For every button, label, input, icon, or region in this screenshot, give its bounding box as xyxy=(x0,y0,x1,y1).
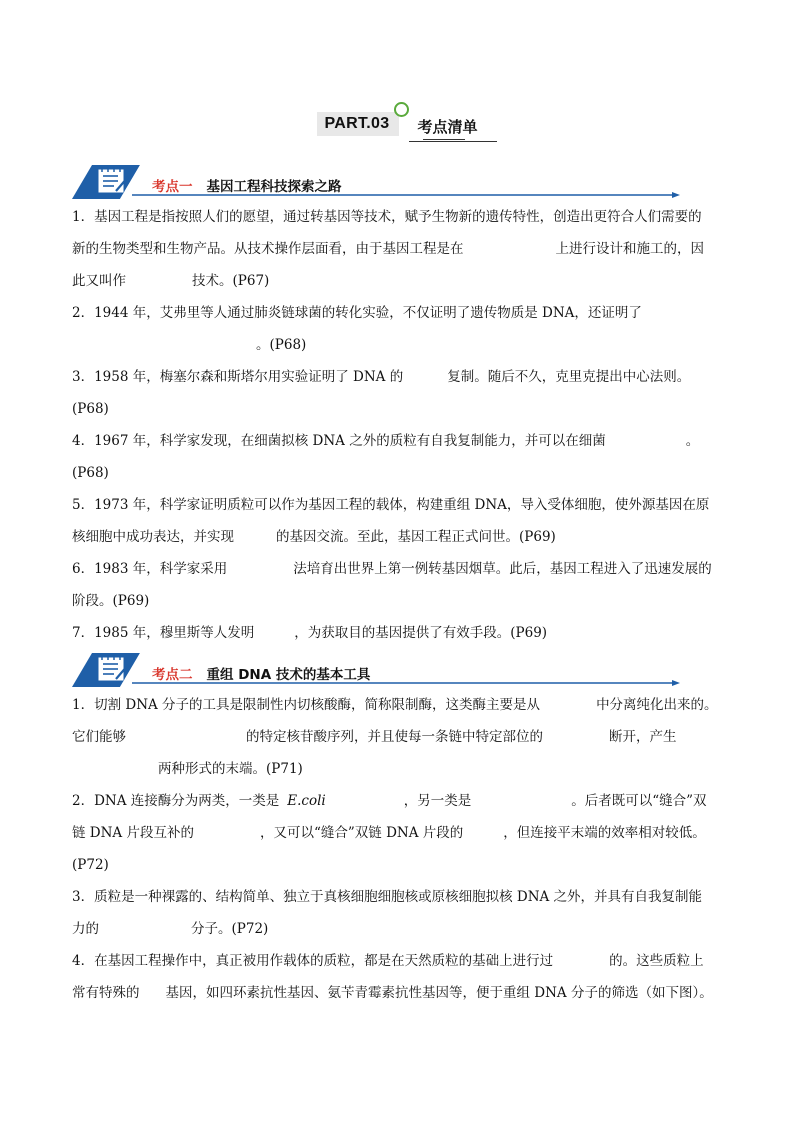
title-underline xyxy=(409,141,497,142)
text-seg: 上进行设计和施工的，因 xyxy=(555,241,704,257)
text-line: (P68) xyxy=(72,465,109,481)
text-line xyxy=(72,977,732,1009)
text-seg: 的特定核苷酸序列，并且使每一条链中特定部位的 xyxy=(246,729,543,745)
item-1-4 xyxy=(72,425,732,489)
section-name: 重组 DNA 技术的基本工具 xyxy=(206,667,371,683)
text-line: (P72) xyxy=(72,857,109,873)
page-title xyxy=(417,112,477,137)
item-1-6 xyxy=(72,553,732,617)
text-line xyxy=(72,265,732,297)
text-seg: 。(P68) xyxy=(256,337,307,353)
text-seg: 复制。随后不久，克里克提出中心法则。 xyxy=(447,369,691,385)
text-seg: 两种形式的末端。(P71) xyxy=(158,761,303,777)
text-line: 1．基因工程是指按照人们的愿望，通过转基因等技术，赋予生物新的遗传特性，创造出更符合人们需要的 xyxy=(72,209,702,225)
text-seg: 1．切割 DNA 分子的工具是限制性内切核酸酶，简称限制酶，这类酶主要是从 xyxy=(72,697,541,713)
text-seg: 的。这些质粒上 xyxy=(609,953,704,969)
part-label-text: PART.03 xyxy=(324,115,390,132)
text-seg: ，但连接平末端的效率相对较低。 xyxy=(503,825,706,841)
text-line xyxy=(72,785,732,817)
text-seg: ，又可以“缝合”双链 DNA 片段的 xyxy=(259,825,464,841)
text-seg: 技术。(P67) xyxy=(192,273,270,289)
section-title-1 xyxy=(152,175,342,195)
item-1-5 xyxy=(72,489,732,553)
text-line xyxy=(72,913,732,945)
text-seg: 4．在基因工程操作中，真正被用作载体的质粒，都是在天然质粒的基础上进行过 xyxy=(72,953,554,969)
section-title-2 xyxy=(152,663,370,683)
text-seg-italic: E.coli xyxy=(287,793,326,809)
text-seg: 常有特殊的 xyxy=(72,985,140,1001)
text-line xyxy=(72,521,732,553)
text-seg: 力的 xyxy=(72,921,99,937)
item-2-2 xyxy=(72,785,732,881)
text-line xyxy=(72,721,732,753)
text-line: 2．1944 年，艾弗里等人通过肺炎链球菌的转化实验，不仅证明了遗传物质是 DNA，还证明了 xyxy=(72,305,642,321)
page-title-bar xyxy=(0,112,794,142)
section-header-2 xyxy=(68,651,684,689)
text-line xyxy=(72,689,732,721)
text-seg: 3．1958 年，梅塞尔森和斯塔尔用实验证明了 DNA 的 xyxy=(72,369,404,385)
text-seg: 断开，产生 xyxy=(609,729,677,745)
text-seg: 中分离纯化出来的。 xyxy=(596,697,718,713)
text-seg: ，为获取目的基因提供了有效手段。(P69) xyxy=(294,625,548,641)
text-line xyxy=(72,945,732,977)
text-line xyxy=(72,329,732,361)
text-seg: 的基因交流。至此，基因工程正式问世。(P69) xyxy=(276,529,556,545)
text-seg: 4．1967 年，科学家发现，在细菌拟核 DNA 之外的质粒有自我复制能力，并可以在细菌 xyxy=(72,433,606,449)
text-line xyxy=(72,553,732,585)
page-title-text: 考点清单 xyxy=(417,118,478,136)
text-line xyxy=(72,425,732,457)
text-seg: 。后者既可以“缝合”双 xyxy=(571,793,707,809)
section-number: 考点二 xyxy=(152,667,193,683)
text-seg: 6．1983 年，科学家采用 xyxy=(72,561,228,577)
text-seg: 核细胞中成功表达，并实现 xyxy=(72,529,234,545)
title-underline-short xyxy=(423,139,465,140)
item-2-1 xyxy=(72,689,732,785)
text-seg: 它们能够 xyxy=(72,729,126,745)
item-1-1 xyxy=(72,201,732,297)
text-line: 5．1973 年，科学家证明质粒可以作为基因工程的载体，构建重组 DNA，导入受体细胞，使外源基因在原 xyxy=(72,497,710,513)
text-line xyxy=(72,233,732,265)
part-label xyxy=(317,112,400,136)
text-line xyxy=(72,617,732,649)
item-2-3 xyxy=(72,881,732,945)
item-1-7 xyxy=(72,617,732,649)
text-seg: 链 DNA 片段互补的 xyxy=(72,825,194,841)
section-header-1 xyxy=(68,163,684,201)
text-seg: 新的生物类型和生物产品。从技术操作层面看，由于基因工程是在 xyxy=(72,241,464,257)
text-seg: 基因，如四环素抗性基因、氨苄青霉素抗性基因等，便于重组 DNA 分子的筛选（如下图）。 xyxy=(165,985,713,1001)
item-1-2 xyxy=(72,297,732,361)
text-seg: ，另一类是 xyxy=(403,793,472,809)
circle-decoration-icon xyxy=(394,102,409,117)
text-line: (P68) xyxy=(72,401,109,417)
text-seg: 2．DNA 连接酶分为两类，一类是 xyxy=(72,793,280,809)
text-seg: 。 xyxy=(685,433,700,449)
text-line xyxy=(72,361,732,393)
text-seg: 分子。(P72) xyxy=(191,921,269,937)
text-seg: 此又叫作 xyxy=(72,273,126,289)
item-1-3 xyxy=(72,361,732,425)
text-seg: 7．1985 年，穆里斯等人发明 xyxy=(72,625,255,641)
text-seg: 法培育出世界上第一例转基因烟草。此后，基因工程进入了迅速发展的 xyxy=(293,561,712,577)
item-2-4 xyxy=(72,945,732,1009)
text-line: 阶段。(P69) xyxy=(72,593,150,609)
section-number: 考点一 xyxy=(152,179,193,195)
text-line xyxy=(72,817,732,849)
text-line: 3．质粒是一种裸露的、结构简单、独立于真核细胞细胞核或原核细胞拟核 DNA 之外，并具有自我复制能 xyxy=(72,889,703,905)
text-line xyxy=(72,753,732,785)
section-name: 基因工程科技探索之路 xyxy=(206,179,342,195)
